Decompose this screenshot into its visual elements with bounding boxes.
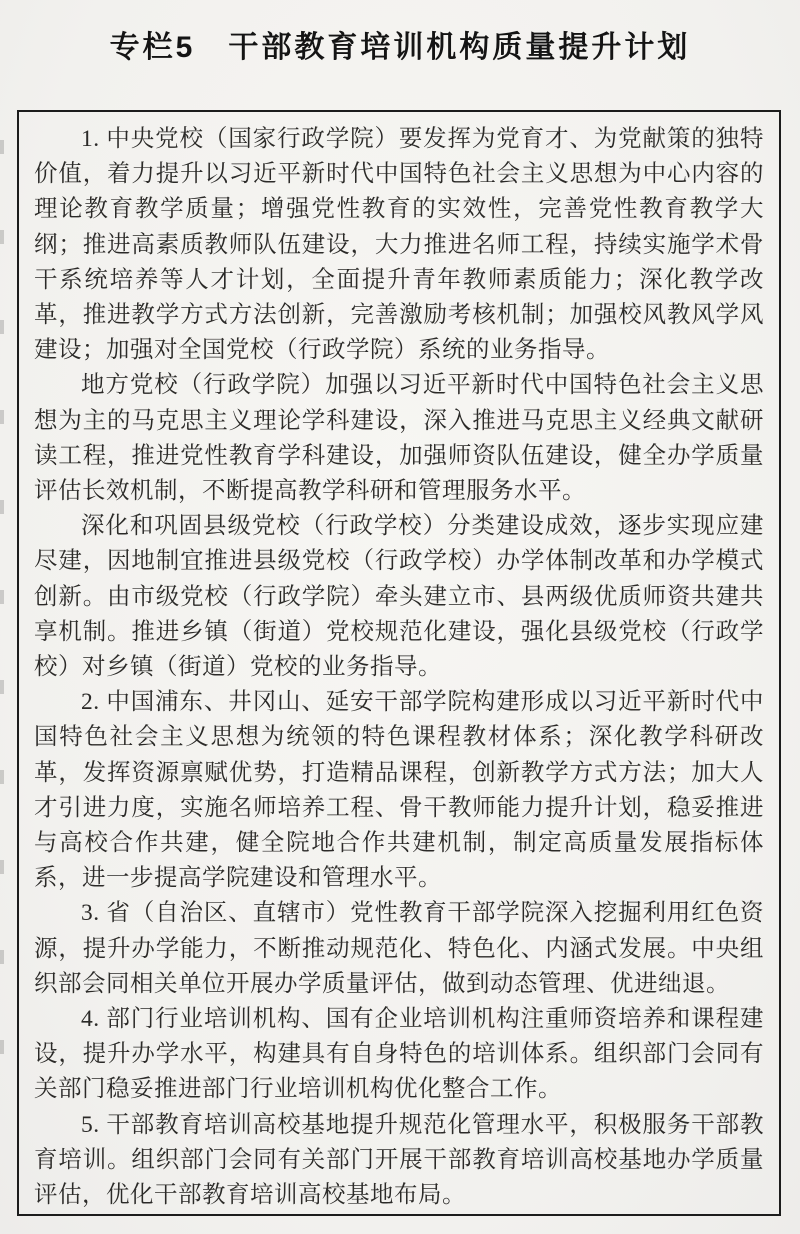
paragraph-local-party-schools: 地方党校（行政学院）加强以习近平新时代中国特色社会主义思想为主的马克思主义理论学科建设，深入推进马克思主义经典文献研读工程，推进党性教育学科建设，加强师资队伍建设，健全办学质量评估长效机制，不断提高教学科研和管理服务水平。 [34,372,764,505]
paragraph-provincial-institutes: 3. 省（自治区、直辖市）党性教育干部学院深入挖掘利用红色资源，提升办学能力，不断推动规范化、特色化、内涵式发展。中央组织部会同相关单位开展办学质量评估，做到动态管理、优进绌退。 [34,900,764,997]
paragraph-county-party-schools: 深化和巩固县级党校（行政学校）分类建设成效，逐步实现应建尽建，因地制宜推进县级党校（行政学校）办学体制改革和办学模式创新。由市级党校（行政学院）牵头建立市、县两级优质师资共建共享机制。推进乡镇（街道）党校规范化建设，强化县级党校（行政学校）对乡镇（街道）党校的业务指导。 [34,513,764,681]
paragraph-industry-training-institutions: 4. 部门行业培训机构、国有企业培训机构注重师资培养和课程建设，提升办学水平，构建具有自身特色的培训体系。组织部门会同有关部门稳妥推进部门行业培训机构优化整合工作。 [34,1006,764,1103]
page-title: 专栏5 干部教育培训机构质量提升计划 [109,31,691,64]
paragraph-cadre-academies: 2. 中国浦东、井冈山、延安干部学院构建形成以习近平新时代中国特色社会主义思想为统领的特色课程教材体系；深化教学科研改革，发挥资源禀赋优势，打造精品课程，创新教学方式方法；加大人才引进力度，实施名师培养工程、骨干教师能力提升计划，稳妥推进与高校合作共建，健全院地合作共建机制，制定高质量发展指标体系，进一步提高学院建设和管理水平。 [34,689,764,892]
paragraph-central-party-school: 1. 中央党校（国家行政学院）要发挥为党育才、为党献策的独特价值，着力提升以习近平新时代中国特色社会主义思想为中心内容的理论教育教学质量；增强党性教育的实效性，完善党性教育教学大纲；推进高素质教师队伍建设，大力推进名师工程，持续实施学术骨干系统培养等人才计划，全面提升青年教师素质能力；深化教学改革，推进教学方式方法创新，完善激励考核机制；加强校风教风学风建设；加强对全国党校（行政学院）系统的业务指导。 [34,126,764,364]
paragraph-university-training-bases: 5. 干部教育培训高校基地提升规范化管理水平，积极服务干部教育培训。组织部门会同有关部门开展干部教育培训高校基地办学质量评估，优化干部教育培训高校基地布局。 [34,1111,764,1209]
scan-artifact-left-edge [0,140,4,1120]
content-box [17,110,781,1216]
